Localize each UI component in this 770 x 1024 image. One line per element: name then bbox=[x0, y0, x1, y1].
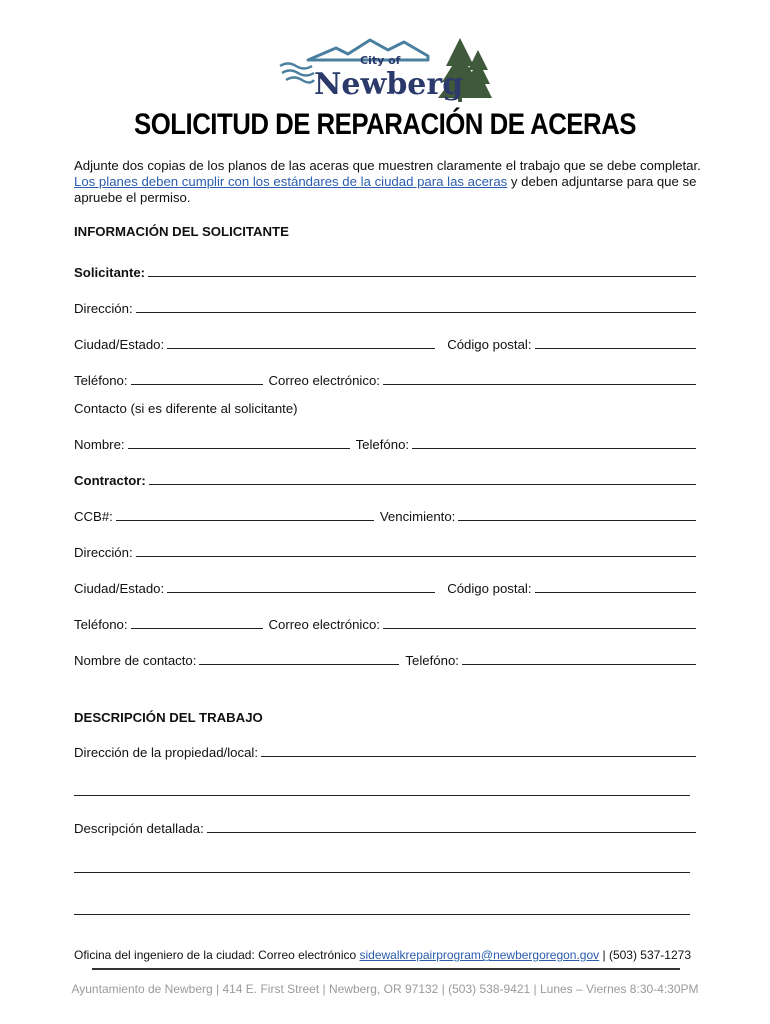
contractor-zip-field[interactable] bbox=[535, 579, 697, 593]
contractor-contact-row bbox=[74, 648, 696, 668]
property-address-label: Dirección de la propiedad/local: bbox=[74, 745, 259, 760]
ccb-label: CCB#: bbox=[74, 509, 113, 524]
office-suffix: | (503) 537-1273 bbox=[599, 948, 692, 962]
applicant-address-row bbox=[74, 296, 696, 316]
contact-name-row bbox=[74, 432, 696, 452]
applicant-zip-field[interactable] bbox=[535, 335, 697, 349]
applicant-section-heading: INFORMACIÓN DEL SOLICITANTE bbox=[74, 224, 289, 239]
property-address-extra-line[interactable] bbox=[74, 795, 690, 796]
contractor-city-label: Ciudad/Estado: bbox=[74, 581, 165, 596]
intro-text-after: y deben adjuntarse para que se apruebe el permiso. bbox=[74, 174, 697, 205]
detailed-description-label: Descripción detallada: bbox=[74, 821, 204, 836]
contractor-phone-label: Teléfono: bbox=[74, 617, 128, 632]
contractor-phone-field[interactable] bbox=[131, 615, 263, 629]
applicant-zip-label: Código postal: bbox=[447, 337, 532, 352]
applicant-address-label: Dirección: bbox=[74, 301, 133, 316]
footer-text: Ayuntamiento de Newberg | 414 E. First Street | Newberg, OR 97132 | (503) 538-9421 | Lunes – Viernes 8:30-4:30PM bbox=[71, 982, 699, 996]
contractor-zip-label: Código postal: bbox=[447, 581, 532, 596]
applicant-phone-row bbox=[74, 368, 696, 388]
applicant-phone-field[interactable] bbox=[131, 371, 263, 385]
applicant-email-field[interactable] bbox=[383, 371, 696, 385]
contact-name-field[interactable] bbox=[128, 435, 350, 449]
contractor-email-label: Correo electrónico: bbox=[268, 617, 380, 632]
contact-phone-label: Telefóno: bbox=[355, 437, 410, 452]
office-prefix: Oficina del ingeniero de la ciudad: Correo electrónico bbox=[74, 948, 360, 962]
office-email-link[interactable]: sidewalkrepairprogram@newbergoregon.gov bbox=[359, 948, 600, 962]
description-extra-line-1[interactable] bbox=[74, 872, 690, 873]
expiration-label: Vencimiento: bbox=[379, 509, 456, 524]
ccb-row bbox=[74, 504, 696, 524]
contractor-address-field[interactable] bbox=[136, 543, 696, 557]
footer-divider bbox=[92, 968, 680, 970]
applicant-city-field[interactable] bbox=[167, 335, 435, 349]
contractor-contact-name-field[interactable] bbox=[199, 651, 399, 665]
contractor-city-row bbox=[74, 576, 696, 596]
expiration-field[interactable] bbox=[458, 507, 696, 521]
description-extra-line-2[interactable] bbox=[74, 914, 690, 915]
contractor-address-row bbox=[74, 540, 696, 560]
applicant-email-label: Correo electrónico: bbox=[268, 373, 380, 388]
contractor-city-field[interactable] bbox=[167, 579, 435, 593]
applicant-address-field[interactable] bbox=[136, 299, 696, 313]
contractor-contact-name-label: Nombre de contacto: bbox=[74, 653, 197, 668]
contractor-address-label: Dirección: bbox=[74, 545, 133, 560]
property-address-field[interactable] bbox=[261, 743, 696, 757]
contact-phone-field[interactable] bbox=[412, 435, 696, 449]
contact-note: Contacto (si es diferente al solicitante) bbox=[74, 401, 298, 416]
city-logo bbox=[278, 36, 492, 102]
applicant-city-row bbox=[74, 332, 696, 352]
contractor-contact-phone-field[interactable] bbox=[462, 651, 696, 665]
contractor-contact-phone-label: Telefóno: bbox=[405, 653, 459, 668]
standards-link[interactable]: Los planes deben cumplir con los estándares de la ciudad para las aceras bbox=[74, 174, 508, 189]
applicant-city-label: Ciudad/Estado: bbox=[74, 337, 165, 352]
logo-small-text: City of bbox=[360, 54, 401, 67]
contractor-label: Contractor: bbox=[74, 473, 146, 488]
applicant-row bbox=[74, 260, 696, 280]
contractor-row bbox=[74, 468, 696, 488]
page-title: SOLICITUD DE REPARACIÓN DE ACERAS bbox=[134, 108, 636, 141]
contact-name-label: Nombre: bbox=[74, 437, 125, 452]
work-section-heading: DESCRIPCIÓN DEL TRABAJO bbox=[74, 710, 263, 725]
contractor-email-field[interactable] bbox=[383, 615, 696, 629]
contractor-field[interactable] bbox=[149, 471, 696, 485]
detailed-description-field[interactable] bbox=[207, 819, 696, 833]
ccb-field[interactable] bbox=[116, 507, 374, 521]
applicant-field[interactable] bbox=[148, 263, 696, 277]
intro-text-before: Adjunte dos copias de los planos de las aceras que muestren claramente el trabajo que se debe completar. bbox=[74, 158, 701, 173]
detailed-description-row bbox=[74, 816, 696, 836]
contractor-phone-row bbox=[74, 612, 696, 632]
logo-big-text: Newberg bbox=[314, 67, 464, 102]
applicant-phone-label: Teléfono: bbox=[74, 373, 128, 388]
property-address-row bbox=[74, 740, 696, 760]
applicant-label: Solicitante: bbox=[74, 265, 146, 280]
office-contact bbox=[74, 948, 714, 962]
intro-paragraph bbox=[74, 158, 704, 206]
